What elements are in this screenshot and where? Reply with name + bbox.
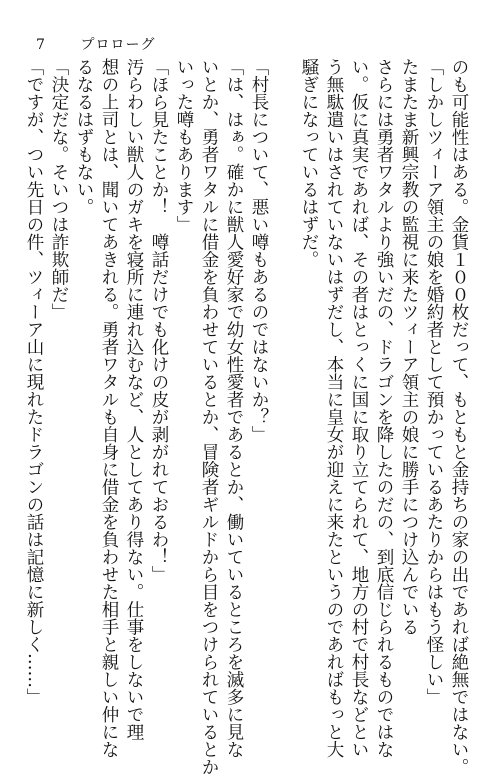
chapter-title: プロローグ — [80, 37, 156, 53]
text-line: 想の上司とは、聞いてあきれる。勇者ワタルも自身に借金を負わせた相手と親しい仲にな — [99, 58, 119, 758]
text-line: いとか、勇者ワタルに借金を負わせているとか、冒険者ギルドから目をつけられているとか — [199, 58, 219, 776]
text-line: 「ほら見たことか！ 噂話だけでも化けの皮が剥がれておるわ！」 — [149, 58, 169, 583]
text-line: 「は、はぁ。確かに獣人愛好家で幼女性愛者であるとか、働いているところを滅多に見な — [224, 58, 244, 758]
text-line: いった噂もあります」 — [174, 58, 194, 233]
text-line: 騒ぎになっているはずだ。 — [299, 58, 319, 268]
text-line: のも可能性はある。金貨１００枚だって、もともと金持ちの家の出であれば絶無ではない。 — [449, 58, 469, 776]
text-line: さらには勇者ワタルより強いだの、ドラゴンを降したのだの、到底信じられるものではな — [374, 58, 394, 758]
text-line: 汚らわしい獣人のガキを寝所に連れ込むなど、人としてあり得ない。仕事をしないで理 — [124, 58, 144, 741]
text-line: たまたま新興宗教の監視に来たツィーア領主の娘に勝手につけ込んでいる — [399, 58, 419, 636]
text-line: るなるはずもない。 — [74, 58, 94, 216]
page-number: 7 — [36, 37, 45, 53]
text-line: 「決定だな。そいつは詐欺師だ」 — [49, 58, 69, 321]
text-line: い。仮に真実であれば、その者はとっくに国に取り立てられて、地方の村で村長などとい — [349, 58, 369, 758]
page-header — [36, 34, 155, 54]
text-line: 「ですが、つい先日の件、ツィーア山に現れたドラゴンの話は記憶に新しく……」 — [24, 58, 44, 706]
text-line: う無駄遣いはされていないはずだし、本当に皇女が迎えに来たというのであればもっと大 — [324, 58, 344, 758]
text-line: 「村長について、悪い噂もあるのではないか？」 — [249, 58, 269, 443]
text-line: 「しかしツィーア領主の娘を婚約者として預かっているあたりからはもう怪しい」 — [424, 58, 444, 706]
